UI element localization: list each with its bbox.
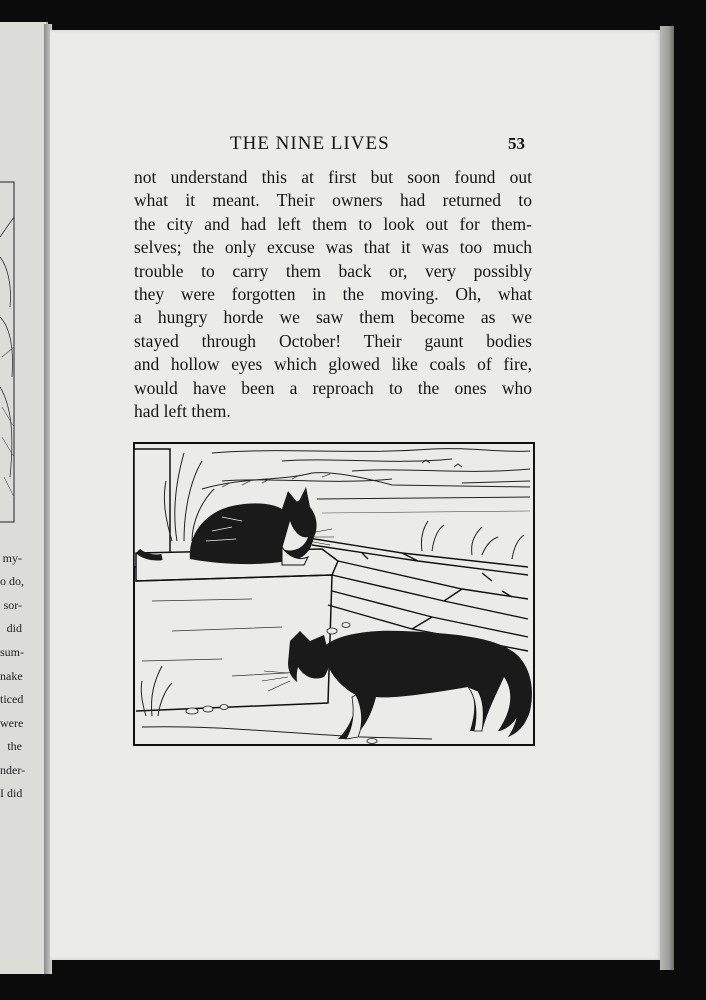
left-page-illustration-fragment — [0, 177, 20, 527]
body-text — [134, 166, 532, 423]
text-line: trouble to carry them back or, very possibly — [134, 260, 532, 281]
text-line: selves; the only excuse was that it was too much — [134, 237, 532, 258]
text-line: would have been a reproach to the ones who — [134, 377, 532, 398]
cats-illustration — [132, 441, 536, 747]
left-line-fragment: sum- — [0, 645, 24, 659]
left-line-fragment: did — [6, 621, 22, 635]
running-head: THE NINE LIVES — [230, 133, 390, 154]
left-line-fragment: the — [7, 739, 22, 753]
left-facing-page — [0, 22, 48, 974]
text-line: a hungry horde we saw them become as we — [134, 307, 532, 328]
left-line-fragment: nder- — [0, 763, 26, 777]
left-line-fragment: ticed — [0, 692, 24, 706]
left-line-fragment: o do, — [0, 574, 24, 588]
left-line-fragment: nake — [0, 669, 23, 683]
text-line: not understand this at first but soon found out — [134, 167, 532, 187]
text-line: the city and had left them to look out for them- — [134, 213, 532, 234]
left-line-fragment: I did — [0, 786, 23, 800]
left-line-fragment: my- — [2, 551, 22, 565]
text-line: stayed through October! Their gaunt bodies — [134, 330, 532, 351]
text-line: and hollow eyes which glowed like coals of fire, — [134, 354, 532, 375]
page-number: 53 — [508, 134, 525, 153]
left-line-fragment: were — [0, 716, 24, 730]
text-line: had left them. — [134, 401, 231, 422]
text-line: what it meant. Their owners had returned to — [134, 190, 532, 211]
left-line-fragment: sor- — [3, 598, 22, 612]
text-line: they were forgotten in the moving. Oh, what — [134, 284, 532, 305]
book-cover-edge — [660, 26, 674, 970]
